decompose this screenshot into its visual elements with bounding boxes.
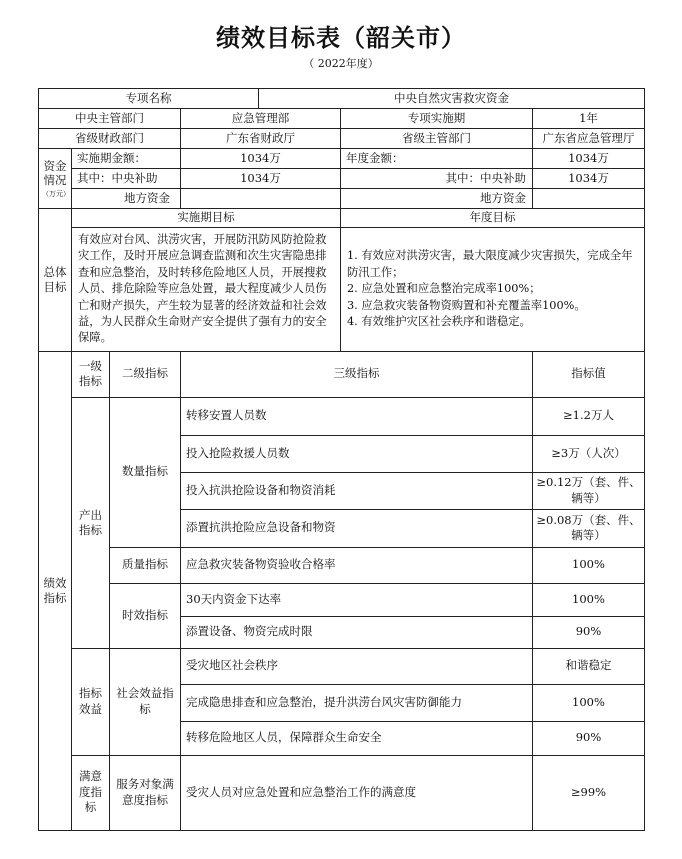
goals-section-label: 总体目标 [39,209,72,352]
indicator-value: ≥0.12万（套、件、辆等） [533,472,645,509]
prov-dept-label: 省级主管部门 [341,129,533,149]
col-value-head: 指标值 [533,351,645,397]
central-dept-value: 应急管理部 [181,109,341,129]
col-level3-head: 三级指标 [181,351,533,397]
annual-goal-line: 2. 应急处置和应急整治完成率100%； [347,282,541,296]
project-name-label: 专项名称 [39,89,259,109]
indicator-value: 90% [533,721,645,755]
goals-period-text: 有效应对台风、洪涝灾害，开展防汛防风防抢险救灾工作，及时开展应急调查监测和次生灾害隐患排查和应急整治，及时转移危险地区人员，开展搜救人员、排危除险等应急处置，最大程度减少人员伤亡和财产损失，产生较为显著的经济效益和社会效益，为人民群众生命财产安全提供了强有力的安全保障。 [72,228,341,352]
indicator-value: ≥1.2万人 [533,397,645,435]
col-level2-head: 二级指标 [110,351,181,397]
funds-sub-total: 1034万 [181,169,341,189]
funds-unit: （万元） [42,189,70,198]
quality-label: 质量指标 [110,547,181,583]
funds-sub-label: 其中：中央补助 [72,169,181,189]
period-value: 1年 [533,109,645,129]
indicators-section-label: 绩效指标 [39,351,72,830]
satisfaction-label: 满意度指标 [72,755,110,830]
row-indicator-head [39,351,645,397]
indicator-value: ≥99% [533,755,645,830]
indicator-name: 受灾地区社会秩序 [181,648,533,684]
indicator-value: ≥3万（人次） [533,435,645,472]
annual-goal-line: 1. 有效应对洪涝灾害，最大限度减少灾害损失，完成全年防汛工作； [347,249,633,279]
row-funds-local [39,189,645,209]
goals-period-head: 实施期目标 [72,209,341,228]
page-subtitle: （ 2022年度） [303,57,379,70]
goals-annual-head: 年度目标 [341,209,645,228]
indicator-name: 添置设备、物资完成时限 [181,616,533,648]
quantity-label: 数量指标 [110,397,181,547]
prov-dept-value: 广东省应急管理厅 [533,129,645,149]
indicator-name: 转移危险地区人员，保障群众生命安全 [181,721,533,755]
funds-sub-annual: 1034万 [533,169,645,189]
funds-sub-annual-label: 其中：中央补助 [341,169,533,189]
timeliness-label: 时效指标 [110,583,181,648]
indicator-name: 投入抢险救援人员数 [181,435,533,472]
funds-local-value [181,189,341,209]
performance-table [38,88,645,831]
row-goals-text [39,228,645,352]
funds-annual-label: 年度金额： [341,149,533,169]
annual-goal-line: 4. 有效维护灾区社会秩序和谐稳定。 [347,314,531,328]
period-label: 专项实施期 [341,109,533,129]
col-level1-head: 一级指标 [72,351,110,397]
service-label: 服务对象满意度指标 [110,755,181,830]
central-dept-label: 中央主管部门 [39,109,181,129]
indicator-value: ≥0.08万（套、件、辆等） [533,509,645,547]
table-row [39,648,645,684]
funds-total-value: 1034万 [181,149,341,169]
prov-finance-value: 广东省财政厅 [181,129,341,149]
indicator-value: 100% [533,547,645,583]
row-provincial [39,129,645,149]
table-row [39,397,645,435]
benefit-label: 指标效益 [72,648,110,755]
funds-annual-value: 1034万 [533,149,645,169]
funds-local-annual-value [533,189,645,209]
indicator-name: 应急救灾装备物资验收合格率 [181,547,533,583]
indicator-value: 100% [533,583,645,616]
indicator-value: 和谐稳定 [533,648,645,684]
table-row [39,547,645,583]
row-funds-total [39,149,645,169]
row-goals-head [39,209,645,228]
indicator-name: 完成隐患排查和应急整治，提升洪涝台风灾害防御能力 [181,684,533,721]
funds-local-label-annual: 地方资金 [341,189,533,209]
social-label: 社会效益指标 [110,648,181,755]
output-label: 产出指标 [72,397,110,648]
indicator-value: 100% [533,684,645,721]
indicator-name: 投入抗洪抢险设备和物资消耗 [181,472,533,509]
prov-finance-label: 省级财政部门 [39,129,181,149]
funds-local-label: 地方资金 [72,189,181,209]
row-project-name [39,89,645,109]
indicator-name: 30天内资金下达率 [181,583,533,616]
table-row [39,755,645,830]
row-central-dept [39,109,645,129]
row-funds-central [39,169,645,189]
project-name-value: 中央自然灾害救灾资金 [259,89,645,109]
indicator-value: 90% [533,616,645,648]
page-title: 绩效目标表（韶关市） [216,23,466,52]
funds-section-label: 资金情况 （万元） [39,149,72,209]
goals-annual-text [341,228,645,352]
table-row [39,583,645,616]
indicator-name: 转移安置人员数 [181,397,533,435]
indicator-name: 添置抗洪抢险应急设备和物资 [181,509,533,547]
funds-total-label: 实施期金额： [72,149,181,169]
indicator-name: 受灾人员对应急处置和应急整治工作的满意度 [181,755,533,830]
annual-goal-line: 3. 应急救灾装备物资购置和补充覆盖率100%。 [347,298,586,312]
